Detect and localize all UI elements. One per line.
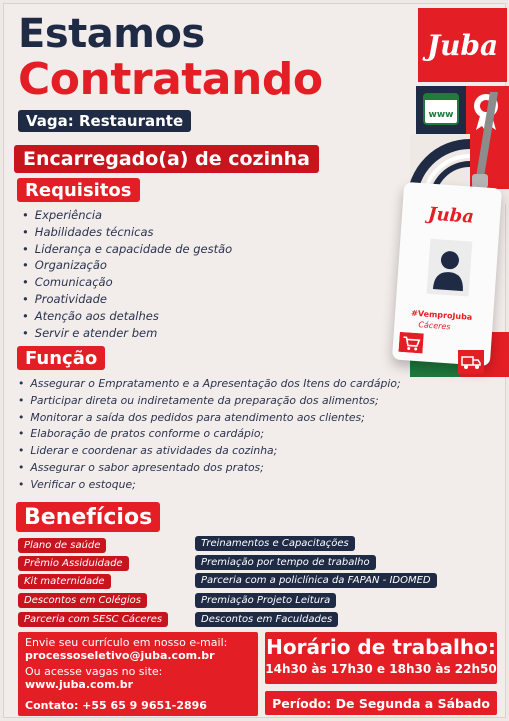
site-text: Ou acesse vagas no site: bbox=[25, 665, 163, 678]
brand-logo-box bbox=[418, 8, 507, 82]
badge-logo: Juba bbox=[427, 203, 475, 228]
benefit-pill: Descontos em Colégios bbox=[18, 593, 147, 608]
list-item: • Comunicação bbox=[22, 274, 232, 291]
role-tag: Encarregado(a) de cozinha bbox=[14, 145, 319, 173]
requirements-heading: Requisitos bbox=[17, 178, 140, 202]
list-item: • Experiência bbox=[22, 207, 232, 224]
list-item: • Assegurar o Empratamento e a Apresentação dos Itens do cardápio; bbox=[18, 376, 401, 393]
shopping-cart-icon bbox=[398, 332, 423, 354]
delivery-truck-icon bbox=[458, 350, 484, 374]
list-item: • Assegurar o sabor apresentado dos pratos; bbox=[18, 460, 401, 477]
vacancy-tag: Vaga: Restaurante bbox=[18, 110, 191, 132]
site-link[interactable]: www.juba.com.br bbox=[25, 678, 134, 691]
headline-line-1: Estamos bbox=[18, 11, 205, 57]
list-item: • Participar direta ou indiretamente da preparação dos alimentos; bbox=[18, 393, 401, 410]
svg-text:www: www bbox=[428, 110, 454, 120]
contact-box bbox=[18, 632, 258, 716]
list-item: • Organização bbox=[22, 257, 232, 274]
function-heading: Função bbox=[17, 346, 105, 370]
function-list bbox=[18, 376, 401, 494]
list-item: • Verificar o estoque; bbox=[18, 477, 401, 494]
benefits-heading: Benefícios bbox=[16, 502, 160, 532]
benefit-pill: Treinamentos e Capacitações bbox=[195, 536, 355, 551]
badge-city: Cáceres bbox=[418, 320, 451, 332]
schedule-title: Horário de trabalho: bbox=[266, 635, 496, 659]
badge-hashtag: #VemproJuba bbox=[410, 308, 473, 322]
headline-line-2: Contratando bbox=[18, 54, 323, 105]
list-item: • Atenção aos detalhes bbox=[22, 308, 232, 325]
requirements-list bbox=[22, 207, 232, 341]
phone-text: Contato: +55 65 9 9651-2896 bbox=[25, 699, 207, 712]
schedule-box bbox=[265, 632, 497, 684]
schedule-period: Período: De Segunda a Sábado bbox=[265, 691, 497, 715]
list-item: • Habilidades técnicas bbox=[22, 224, 232, 241]
email-link[interactable]: processoseletivo@juba.com.br bbox=[25, 649, 215, 662]
benefit-pill: Premiação por tempo de trabalho bbox=[195, 555, 376, 570]
benefit-pill: Plano de saúde bbox=[18, 538, 106, 553]
person-silhouette-icon bbox=[427, 239, 473, 297]
send-cv-text: Envie seu currículo em nosso e-mail: bbox=[25, 636, 228, 649]
benefit-pill: Parceria com a policlínica da FAPAN - IDOMED bbox=[195, 573, 437, 588]
list-item: • Monitorar a saída dos pedidos para atendimento aos clientes; bbox=[18, 410, 401, 427]
brand-logo: Juba bbox=[426, 28, 499, 62]
benefit-pill: Parceria com SESC Cáceres bbox=[18, 612, 168, 627]
list-item: • Liderança e capacidade de gestão bbox=[22, 241, 232, 258]
benefit-pill: Prêmio Assiduidade bbox=[18, 556, 129, 571]
list-item: • Liderar e coordenar as atividades da cozinha; bbox=[18, 443, 401, 460]
list-item: • Servir e atender bem bbox=[22, 325, 232, 342]
list-item: • Elaboração de pratos conforme o cardápio; bbox=[18, 426, 401, 443]
benefit-pill: Premiação Projeto Leitura bbox=[195, 593, 336, 608]
benefit-pill: Descontos em Faculdades bbox=[195, 612, 338, 627]
employee-badge bbox=[392, 182, 502, 366]
benefit-pill: Kit maternidade bbox=[18, 574, 111, 589]
list-item: • Proatividade bbox=[22, 291, 232, 308]
schedule-hours: 14h30 às 17h30 e 18h30 às 22h50 bbox=[265, 662, 497, 676]
